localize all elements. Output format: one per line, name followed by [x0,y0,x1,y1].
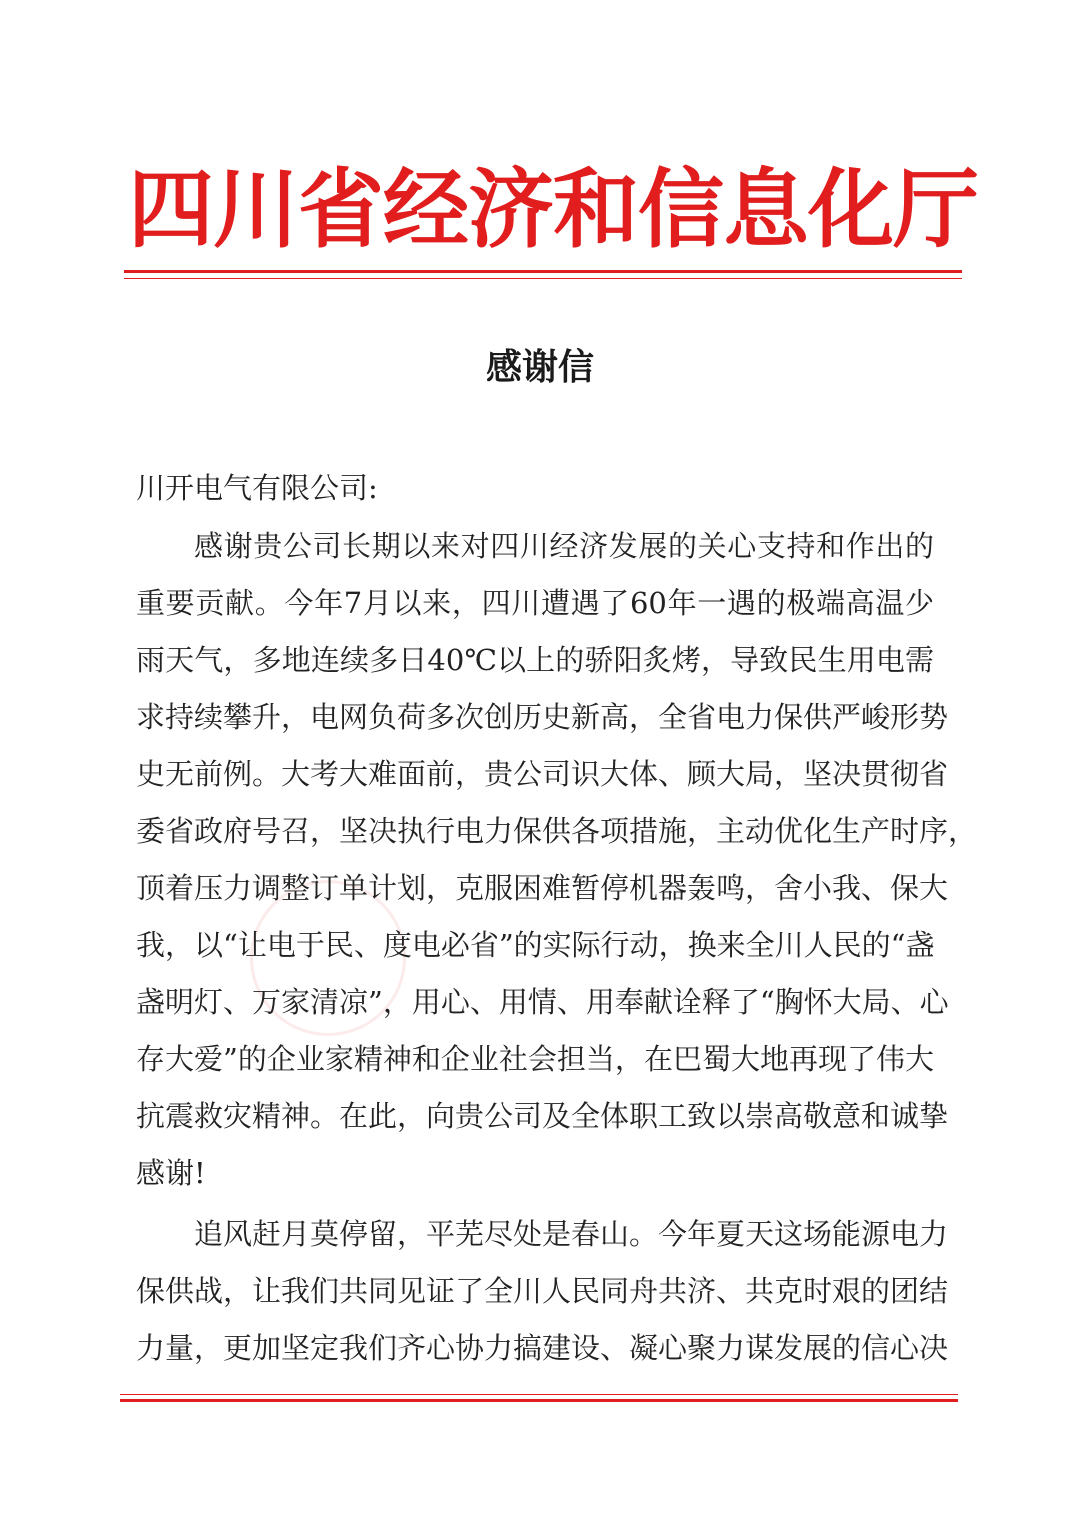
salutation: 川开电气有限公司: [136,471,378,505]
letter-title: 感谢信 [485,347,594,388]
body-line: 顶着压力调整订单计划，克服困难暂停机器轰鸣，舍小我、保大 [136,871,949,905]
body-line: 力量，更加坚定我们齐心协力搞建设、凝心聚力谋发展的信心决 [136,1331,949,1365]
body-line: 抗震救灾精神。在此，向贵公司及全体职工致以崇高敬意和诚挚 [136,1099,949,1133]
letterhead-rule-thick [124,270,962,273]
body-line: 史无前例。大考大难面前，贵公司识大体、顾大局，坚决贯彻省 [136,757,949,791]
body-line: 委省政府号召，坚决执行电力保供各项措施，主动优化生产时序， [136,814,978,848]
footer-rule-thick [120,1399,958,1402]
body-line: 盏明灯、万家清凉”，用心、用情、用奉献诠释了“胸怀大局、心 [136,985,949,1019]
body-line: 我，以“让电于民、度电必省”的实际行动，换来全川人民的“盏 [136,928,935,962]
body-line: 存大爱”的企业家精神和企业社会担当，在巴蜀大地再现了伟大 [136,1042,934,1076]
body-line: 求持续攀升，电网负荷多次创历史新高，全省电力保供严峻形势 [136,700,949,734]
body-line: 雨天气，多地连续多日40℃以上的骄阳炙烤，导致民生用电需 [136,643,934,677]
body-line: 感谢! [136,1156,206,1190]
body-line: 感谢贵公司长期以来对四川经济发展的关心支持和作出的 [194,529,934,563]
letterhead-rule-thin [124,278,962,279]
body-line: 保供战，让我们共同见证了全川人民同舟共济、共克时艰的团结 [136,1274,949,1308]
body-line: 重要贡献。今年7月以来，四川遭遇了60年一遇的极端高温少 [136,586,934,620]
letterhead-issuer: 四川省经济和信息化厅 [128,160,978,260]
body-line: 追风赶月莫停留，平芜尽处是春山。今年夏天这场能源电力 [194,1217,949,1251]
footer-rule-thin [120,1394,958,1395]
